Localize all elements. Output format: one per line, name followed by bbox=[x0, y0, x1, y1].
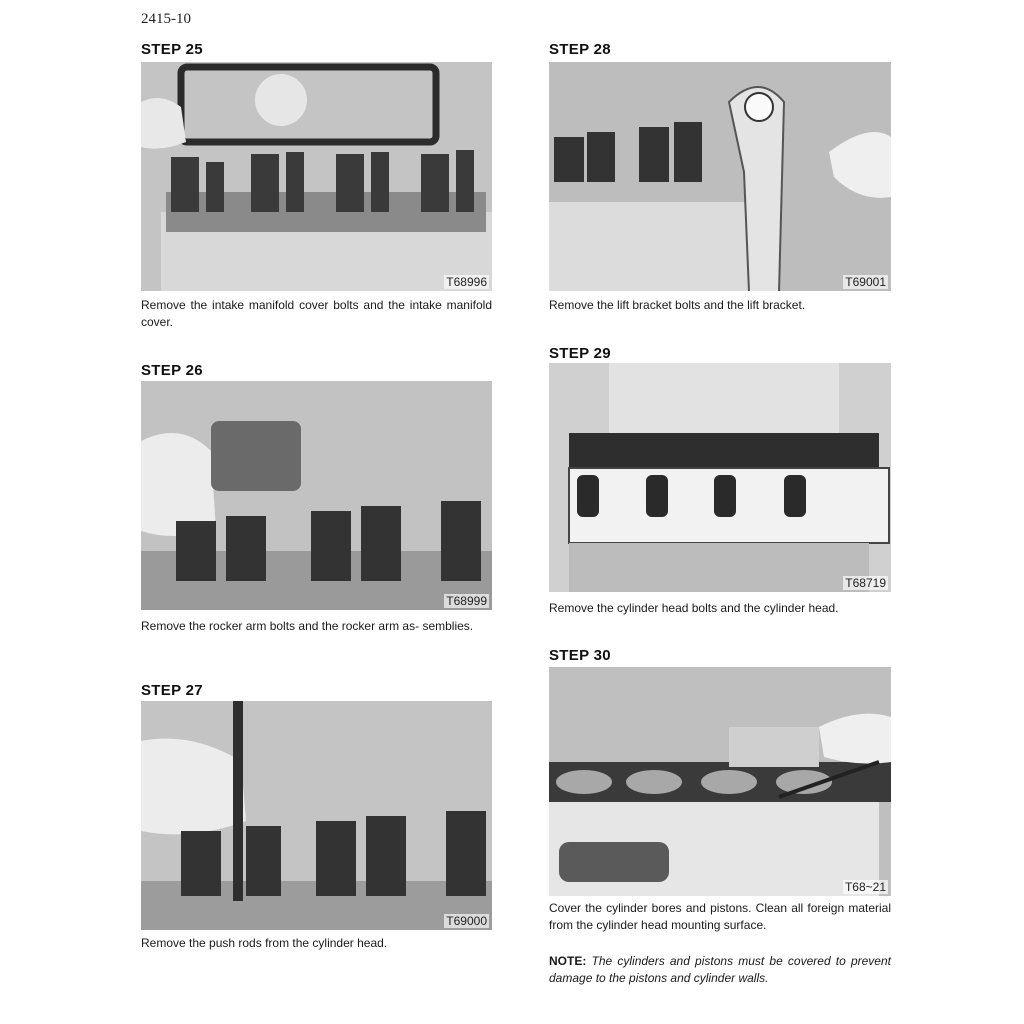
step-30-photo bbox=[549, 667, 891, 896]
step-28-caption: Remove the lift bracket bolts and the lift bracket. bbox=[549, 298, 806, 312]
note-paragraph bbox=[549, 953, 891, 987]
intake-manifold-photo-graphic bbox=[141, 62, 492, 291]
step-30-caption: Cover the cylinder bores and pistons. Clean all foreign material from the cylinder head mounting surface. bbox=[549, 901, 891, 932]
step-26-heading: STEP 26 bbox=[141, 362, 203, 379]
step-25-photo bbox=[141, 62, 492, 291]
step-26-photo-id: T68999 bbox=[446, 594, 487, 608]
step-25-heading: STEP 25 bbox=[141, 41, 203, 58]
step-30-photo-id: T68~21 bbox=[844, 880, 886, 894]
note-text: The cylinders and pistons must be covered to prevent damage to the pistons and cylinder walls. bbox=[549, 954, 891, 985]
step-30-heading: STEP 30 bbox=[549, 647, 611, 664]
step-28-heading: STEP 28 bbox=[549, 41, 611, 58]
lift-bracket-photo-graphic bbox=[549, 62, 891, 291]
step-28-photo bbox=[549, 62, 891, 291]
step-26-photo bbox=[141, 381, 492, 610]
cylinder-bores-photo-graphic bbox=[549, 667, 891, 896]
step-25-photo-id: T68996 bbox=[446, 275, 487, 289]
step-29-caption: Remove the cylinder head bolts and the cylinder head. bbox=[549, 601, 839, 615]
step-29-heading: STEP 29 bbox=[549, 345, 611, 362]
step-29-photo-id: T68719 bbox=[845, 576, 886, 590]
page-number: 2415-10 bbox=[141, 11, 191, 27]
step-26-caption: Remove the rocker arm bolts and the rocker arm as- semblies. bbox=[141, 619, 474, 633]
step-25-caption: Remove the intake manifold cover bolts and the intake manifold cover. bbox=[141, 298, 492, 329]
cylinder-head-photo-graphic bbox=[549, 363, 891, 592]
step-27-photo-id: T69000 bbox=[446, 914, 487, 928]
rocker-arm-photo-graphic bbox=[141, 381, 492, 610]
step-27-caption: Remove the push rods from the cylinder head. bbox=[141, 936, 388, 950]
note-label: NOTE: bbox=[549, 954, 587, 968]
push-rod-photo-graphic bbox=[141, 701, 492, 930]
step-27-heading: STEP 27 bbox=[141, 682, 203, 699]
step-29-photo bbox=[549, 363, 891, 592]
step-27-photo bbox=[141, 701, 492, 930]
step-28-photo-id: T69001 bbox=[845, 275, 886, 289]
